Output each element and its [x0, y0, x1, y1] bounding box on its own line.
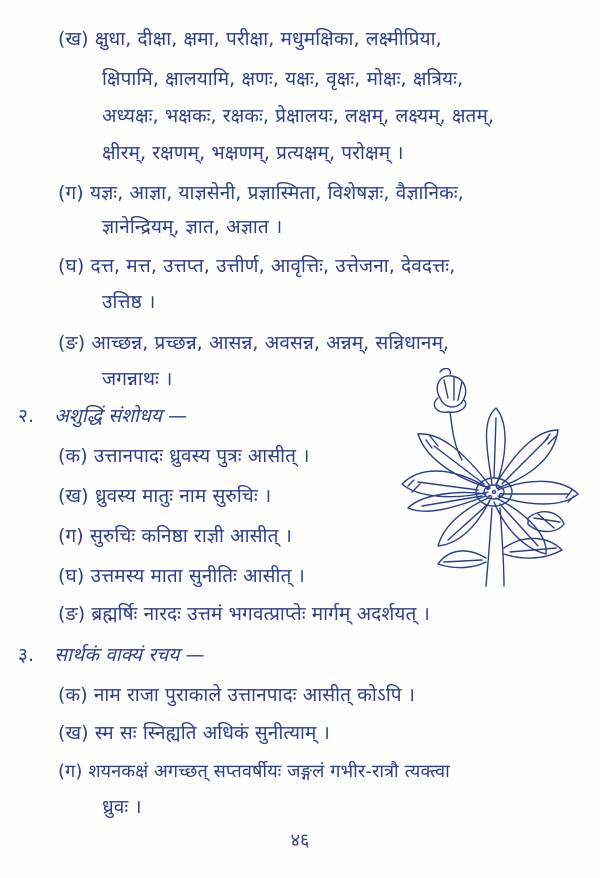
- list-item: [58, 483, 271, 509]
- item-continuation: ध्रुवः ।: [102, 796, 142, 818]
- section-title: अशुद्धिं संशोधय —: [54, 405, 188, 427]
- item-text: उत्तमस्य माता सुनीतिः आसीत् ।: [90, 565, 305, 587]
- section-number: ३.: [18, 644, 35, 666]
- item-label: (ङ): [58, 332, 86, 354]
- item-ga-line-2: ज्ञानेन्द्रियम्, ज्ञात, अज्ञात ।: [102, 216, 283, 238]
- item-text: नाम राजा पुराकाले उत्तानपादः आसीत् कोऽपि ।: [93, 684, 416, 706]
- list-item: [58, 443, 310, 469]
- item-label: (घ): [58, 255, 85, 277]
- list-item: [58, 720, 330, 746]
- item-kha-line-3: अध्यक्षः, भक्षकः, रक्षकः, प्रेक्षालयः, लक्षम्, लक्ष्यम्, क्षतम्,: [102, 105, 495, 127]
- section-3-heading: [18, 642, 205, 668]
- section-title: सार्थकं वाक्यं रचय —: [54, 644, 205, 666]
- item-label: (ङ): [58, 603, 86, 625]
- item-ga-line-1: [58, 180, 464, 206]
- item-kha-line-4: क्षीरम्, रक्षणम्, भक्षणम्, प्रत्यक्षम्, परोक्षम् ।: [102, 142, 404, 164]
- item-label: (ग): [58, 761, 83, 782]
- item-nga-line-2: जगन्नाथः ।: [102, 368, 173, 390]
- list-item: [58, 759, 450, 785]
- item-label: (क): [58, 445, 88, 467]
- item-kha-line-2: क्षिपामि, क्षालयामि, क्षणः, यक्षः, वृक्षः, मोक्षः, क्षत्रियः,: [102, 68, 464, 90]
- list-item: [58, 563, 305, 589]
- item-text: यज्ञः, आज्ञा, याज्ञसेनी, प्रज्ञास्मिता, विशेषज्ञः, वैज्ञानिकः,: [89, 182, 464, 204]
- item-text: उत्तानपादः ध्रुवस्य पुत्रः आसीत् ।: [93, 445, 310, 467]
- item-label: (ग): [58, 525, 84, 547]
- item-label: (ख): [58, 722, 89, 744]
- item-text: दत्त, मत्त, उत्तप्त, उत्तीर्ण, आवृत्तिः, उत्तेजना, देवदत्तः,: [90, 255, 456, 277]
- item-gha-line-1: [58, 253, 455, 279]
- item-text: ध्रुवस्य मातुः नाम सुरुचिः ।: [94, 485, 272, 507]
- list-item: [58, 682, 415, 708]
- list-item: [58, 601, 430, 627]
- item-label: (घ): [58, 565, 85, 587]
- item-text: स्म सः स्निह्यति अधिकं सुनीत्याम् ।: [94, 722, 330, 744]
- item-label: (ख): [58, 28, 89, 50]
- item-label: (क): [58, 684, 88, 706]
- item-nga-line-1: [58, 330, 449, 356]
- item-kha-line-1: [58, 26, 442, 52]
- item-text: शयनकक्षं अगच्छत् सप्तवर्षीयः जङ्गलं गभीर-रात्रौ त्यक्त्वा: [88, 761, 450, 782]
- list-item: [58, 523, 292, 549]
- item-label: (ख): [58, 485, 89, 507]
- section-2-heading: [18, 403, 187, 429]
- page-number: ४६: [290, 830, 310, 851]
- item-text: आच्छन्न, प्रच्छन्न, आसन्न, अवसन्न, अन्नम्, सन्निधानम्,: [91, 332, 450, 354]
- flower-illustration: [378, 368, 583, 588]
- section-number: २.: [18, 405, 35, 427]
- item-text: ब्रह्मर्षिः नारदः उत्तमं भगवत्प्राप्तेः मार्गम् अदर्शयत् ।: [91, 603, 430, 625]
- item-text: सुरुचिः कनिष्ठा राज्ञी आसीत् ।: [89, 525, 292, 547]
- item-gha-line-2: उत्तिष्ठ ।: [102, 291, 156, 313]
- item-text: क्षुधा, दीक्षा, क्षमा, परीक्षा, मधुमक्षिका, लक्ष्मीप्रिया,: [94, 28, 442, 50]
- item-label: (ग): [58, 182, 84, 204]
